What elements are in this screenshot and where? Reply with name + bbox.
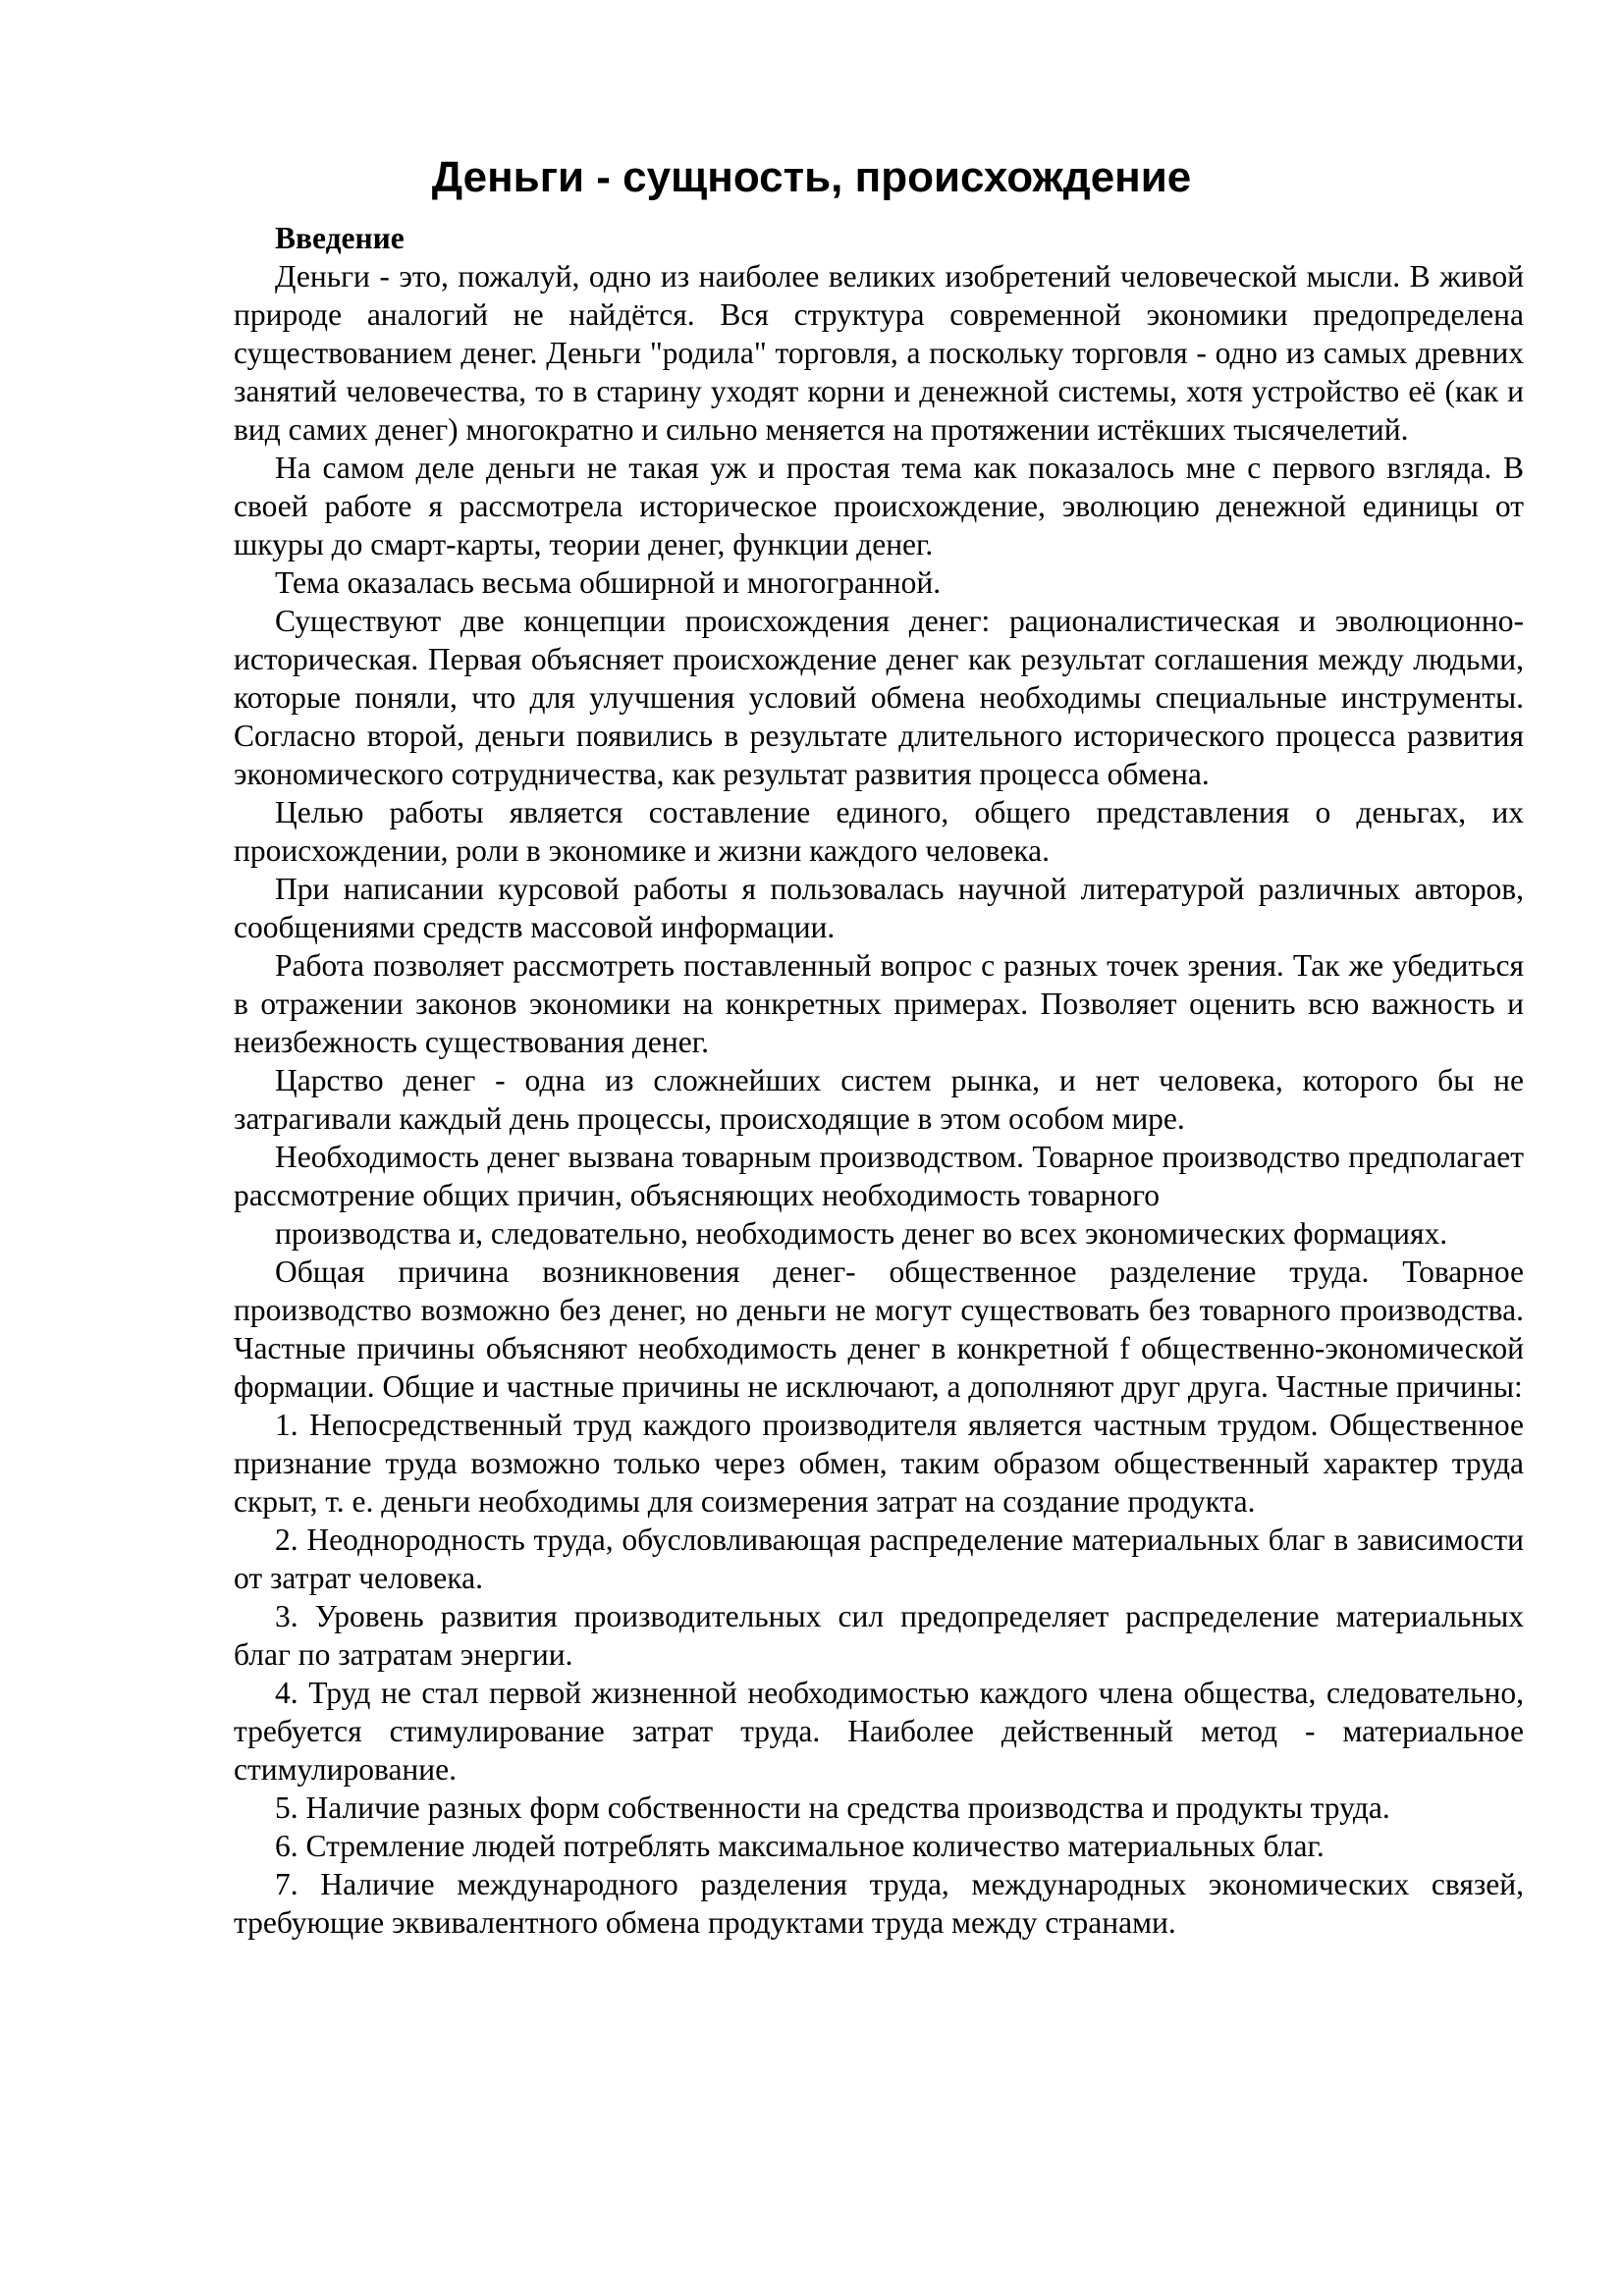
list-item: 5. Наличие разных форм собственности на средства производства и продукты труда. (275, 1790, 1390, 1825)
paragraph: Целью работы является составление единого, общего представления о деньгах, их происхождении, роли в экономике и жизни каждого человека. (234, 795, 1524, 868)
document-body (234, 219, 1524, 1942)
section-heading: Введение (275, 221, 405, 255)
paragraph: Необходимость денег вызвана товарным производством. Товарное производство предполагает рассмотрение общих причин, объясняющих необходимость товарного (234, 1140, 1524, 1212)
list-item: 7. Наличие международного разделения труда, международных экономических связей, требующие эквивалентного обмена продуктами труда между странами. (234, 1867, 1524, 1940)
paragraph: При написании курсовой работы я пользовалась научной литературой различных авторов, сообщениями средств массовой информации. (234, 872, 1524, 944)
list-item: 3. Уровень развития производительных сил предопределяет распределение материальных благ по затратам энергии. (234, 1599, 1524, 1672)
list-item: 2. Неоднородность труда, обусловливающая распределение материальных благ в зависимости от затрат человека. (234, 1522, 1524, 1595)
paragraph: Тема оказалась весьма обширной и многогранной. (275, 565, 942, 600)
paragraph: Общая причина возникновения денег- общественное разделение труда. Товарное производство возможно без денег, но деньги не могут существовать без товарного производства. Частные причины объясняют необходимость денег в конкретной f общественно-экономической формации. Общие и частные причины не исключают, а дополняют друг друга. Частные причины: (234, 1255, 1524, 1404)
list-item: 1. Непосредственный труд каждого производителя является частным трудом. Общественное признание труда возможно только через обмен, таким образом общественный характер труда скрыт, т. е. деньги необходимы для соизмерения затрат на создание продукта. (234, 1408, 1524, 1519)
document-title: Деньги - сущность, происхождение (431, 153, 1192, 201)
paragraph: Существуют две концепции происхождения денег: рационалистическая и эволюционно-историческая. Первая объясняет происхождение денег как результат соглашения между людьми, которые поняли, что для улучшения условий обмена необходимы специальные инструменты. Согласно второй, деньги появились в результате длительного исторического процесса развития экономического сотрудничества, как результат развития процесса обмена. (234, 604, 1524, 791)
list-item: 4. Труд не стал первой жизненной необходимостью каждого члена общества, следовательно, требуется стимулирование затрат труда. Наиболее действенный метод - материальное стимулирование. (234, 1676, 1524, 1787)
paragraph: производства и, следовательно, необходимость денег во всех экономических формациях. (275, 1216, 1448, 1251)
paragraph: Работа позволяет рассмотреть поставленный вопрос с разных точек зрения. Так же убедиться в отражении законов экономики на конкретных примерах. Позволяет оценить всю важность и неизбежность существования денег. (234, 948, 1524, 1059)
list-item: 6. Стремление людей потреблять максимальное количество материальных благ. (275, 1829, 1325, 1863)
paragraph: На самом деле деньги не такая уж и простая тема как показалось мне с первого взгляда. В своей работе я рассмотрела историческое происхождение, эволюцию денежной единицы от шкуры до смарт-карты, теории денег, функции денег. (234, 451, 1524, 561)
paragraph: Деньги - это, пожалуй, одно из наиболее великих изобретений человеческой мысли. В живой природе аналогий не найдётся. Вся структура современной экономики предопределена существованием денег. Деньги "родила" торговля, а поскольку торговля - одно из самых древних занятий человечества, то в старину уходят корни и денежной системы, хотя устройство её (как и вид самих денег) многократно и сильно меняется на протяжении истёкших тысячелетий. (234, 259, 1524, 447)
paragraph: Царство денег - одна из сложнейших систем рынка, и нет человека, которого бы не затрагивали каждый день процессы, происходящие в этом особом мире. (234, 1063, 1524, 1136)
